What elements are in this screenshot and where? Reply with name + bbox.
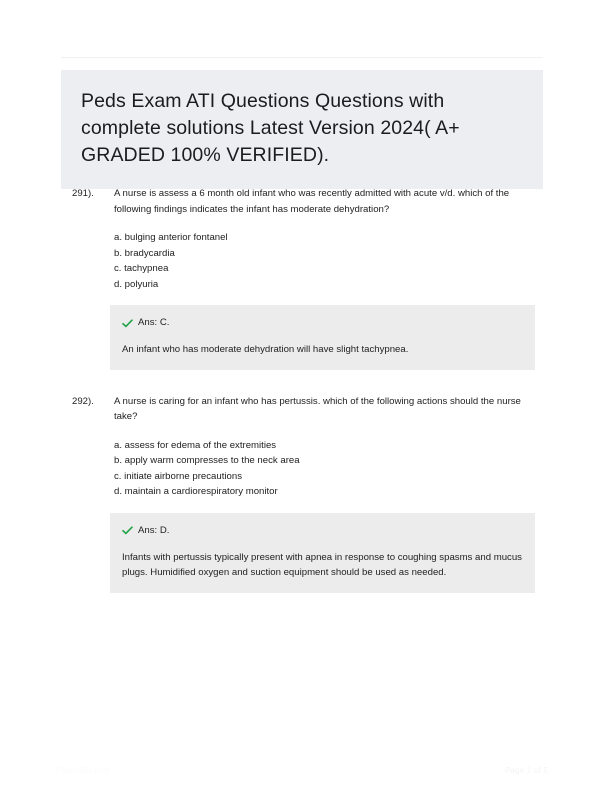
page-number: Page 1 of 5 xyxy=(504,766,548,775)
header-divider xyxy=(61,57,543,58)
page-title: Peds Exam ATI Questions Questions with complete solutions Latest Version 2024( A+ GRADED 100% VERIFIED). xyxy=(81,90,460,166)
answer-line xyxy=(122,316,523,330)
option-c[interactable]: c. initiate airborne precautions xyxy=(114,470,242,482)
option-b[interactable]: b. bradycardia xyxy=(114,247,175,259)
answer-options xyxy=(114,230,534,292)
option-b[interactable]: b. apply warm compresses to the neck area xyxy=(114,455,300,466)
question-number: 291). xyxy=(72,188,94,199)
option-a[interactable]: a. bulging anterior fontanel xyxy=(114,232,228,243)
answer-explanation: Infants with pertussis typically present with apnea in response to coughing spasms and mucus plugs. Humidified oxygen and suction equipment should be used as needed. xyxy=(122,551,522,578)
question-block xyxy=(0,394,606,593)
page-footer xyxy=(0,754,606,800)
check-icon xyxy=(122,318,133,329)
answer-label: Ans: C. xyxy=(138,317,170,328)
answer-box xyxy=(110,513,535,593)
question-heading xyxy=(0,394,606,425)
watermark: PaperStic.com xyxy=(56,766,111,775)
document-title-box xyxy=(61,70,543,189)
answer-line xyxy=(122,524,523,538)
option-d[interactable]: d. maintain a cardiorespiratory monitor xyxy=(114,486,278,497)
option-d[interactable]: d. polyuria xyxy=(114,278,159,290)
option-c[interactable]: c. tachypnea xyxy=(114,263,169,274)
check-icon xyxy=(122,525,133,536)
questions-container xyxy=(0,186,606,609)
question-text: A nurse is assess a 6 month old infant who was recently admitted with acute v/d. which of the following findings indicates the infant has moderate dehydration? xyxy=(114,188,510,215)
answer-options xyxy=(114,438,534,500)
question-block xyxy=(0,186,606,370)
question-heading xyxy=(0,186,606,217)
question-number: 292). xyxy=(72,395,94,407)
option-a[interactable]: a. assess for edema of the extremities xyxy=(114,439,277,451)
answer-label: Ans: D. xyxy=(138,524,170,536)
question-text: A nurse is caring for an infant who has pertussis. which of the following actions should the nurse take? xyxy=(114,395,521,422)
answer-explanation: An infant who has moderate dehydration will have slight tachypnea. xyxy=(122,344,409,355)
answer-box xyxy=(110,305,535,370)
